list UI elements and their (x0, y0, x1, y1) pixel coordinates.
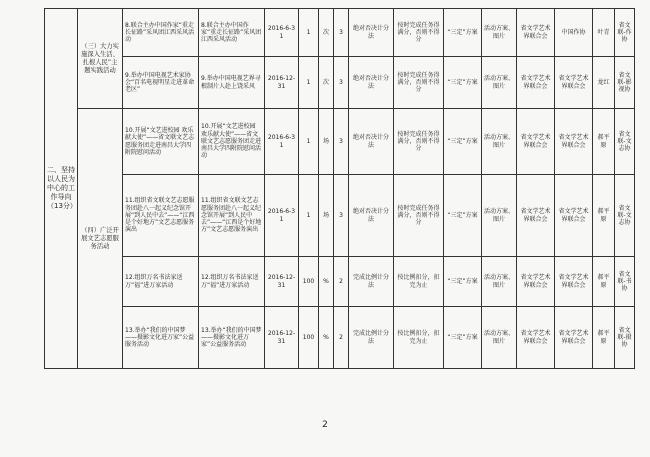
office-cell: 省文联-文志协 (615, 175, 635, 257)
group-cell: （三）大力实施深入生活、扎根人民”主题实践活动 (78, 9, 123, 109)
qty-cell: 1 (299, 9, 319, 57)
office-cell: 省文联-书协 (615, 257, 635, 307)
score-cell: 3 (334, 109, 349, 175)
office-cell: 省文联-文志协 (615, 109, 635, 175)
evidence-cell: 活动方案、图片 (482, 257, 517, 307)
score-cell: 3 (334, 9, 349, 57)
qty-cell: 1 (299, 109, 319, 175)
qty-cell: 1 (299, 57, 319, 109)
evidence-cell: 活动方案、图片 (482, 109, 517, 175)
unit-cell: 场 (319, 175, 334, 257)
method-cell: 绝对否决计分法 (349, 109, 394, 175)
lead-cell: 省文学艺术界联合会 (517, 57, 555, 109)
category-cell: 二、坚持以人民为中心的工作导向（13分） (45, 9, 78, 369)
leader-cell: 郝平原 (593, 307, 615, 369)
office-cell: 省文联-摄协 (615, 307, 635, 369)
leader-cell: 郝平原 (593, 257, 615, 307)
table-row (45, 175, 635, 257)
rule-cell: 按比例扣分，扣完为止 (394, 257, 444, 307)
lead-cell: 省文学艺术界联合会 (517, 9, 555, 57)
table-row (45, 9, 635, 57)
rule-cell: 按时完成任务得满分，否则不得分 (394, 175, 444, 257)
assess-cell: “三定”方案 (444, 109, 482, 175)
measure-cell: 9.举办中国电视艺界寻根制片人赴上饶采风 (199, 57, 265, 109)
unit-cell: % (319, 257, 334, 307)
task-cell: 11.组织省文联文艺志愿服务团赴八一起义纪念馆开展“到人民中去”——“江西是个好地方”文艺志愿服务演出 (123, 175, 199, 257)
evidence-cell: 活动方案、图片 (482, 9, 517, 57)
office-cell: 省文联-作协 (615, 9, 635, 57)
table-row (45, 57, 635, 109)
table-row (45, 109, 635, 175)
unit-cell: 次 (319, 57, 334, 109)
date-cell: 2016-12-31 (265, 257, 299, 307)
assessment-table-sheet (44, 8, 634, 368)
score-cell: 2 (334, 307, 349, 369)
assessment-table (44, 8, 635, 369)
assess-cell: “三定”方案 (444, 175, 482, 257)
office-cell: 省文联-影视协 (615, 57, 635, 109)
qty-cell: 100 (299, 257, 319, 307)
task-cell: 10.开展“文艺进校园 欢乐献大使”——省文联文艺志愿服务团走进南昌大学四附院慰问活动 (123, 109, 199, 175)
dept-cell: 省文学艺术界联合会 (555, 109, 593, 175)
lead-cell: 省文学艺术界联合会 (517, 175, 555, 257)
score-cell: 3 (334, 57, 349, 109)
leader-cell: 郝平原 (593, 109, 615, 175)
task-cell: 13.举办“我们的中国梦——摄影文化进万家”公益服务活动 (123, 307, 199, 369)
date-cell: 2016-6-31 (265, 109, 299, 175)
dept-cell: 省文学艺术界联合会 (555, 57, 593, 109)
score-cell: 3 (334, 175, 349, 257)
dept-cell: 省文学艺术界联合会 (555, 307, 593, 369)
unit-cell: 次 (319, 9, 334, 57)
lead-cell: 省文学艺术界联合会 (517, 307, 555, 369)
assess-cell: “三定”方案 (444, 307, 482, 369)
task-cell: 8.联合主办中国作家“重走长征路”采风团江西采风活动 (123, 9, 199, 57)
page-number: 2 (322, 420, 328, 430)
measure-cell: 10.开展“文艺进校园 欢乐献大使”——省文联文艺志愿服务团走进南昌大学四附院慰问活动 (199, 109, 265, 175)
lead-cell: 省文学艺术界联合会 (517, 257, 555, 307)
date-cell: 2016-6-31 (265, 175, 299, 257)
evidence-cell: 活动方案、图片 (482, 57, 517, 109)
assess-cell: “三定”方案 (444, 9, 482, 57)
evidence-cell: 活动方案、图片 (482, 175, 517, 257)
qty-cell: 100 (299, 307, 319, 369)
rule-cell: 按时完成任务得满分，否则不得分 (394, 57, 444, 109)
leader-cell: 郝平原 (593, 175, 615, 257)
leader-cell: 叶青 (593, 9, 615, 57)
dept-cell: 省文学艺术界联合会 (555, 257, 593, 307)
method-cell: 绝对否决计分法 (349, 9, 394, 57)
dept-cell: 中国作协 (555, 9, 593, 57)
date-cell: 2016-12-31 (265, 307, 299, 369)
date-cell: 2016-6-31 (265, 9, 299, 57)
qty-cell: 1 (299, 175, 319, 257)
leader-cell: 龙红 (593, 57, 615, 109)
method-cell: 绝对否决计分法 (349, 175, 394, 257)
measure-cell: 11.组织省文联文艺志愿服务团赴八一起义纪念馆开展“到人民中去”——“江西是个好地方”文艺志愿服务演出 (199, 175, 265, 257)
assess-cell: “三定”方案 (444, 257, 482, 307)
task-cell: 12.组织万名书法家送万“福”进万家活动 (123, 257, 199, 307)
method-cell: 绝对否决计分法 (349, 57, 394, 109)
rule-cell: 按比例扣分，扣完为止 (394, 307, 444, 369)
rule-cell: 按时完成任务得满分，否则不得分 (394, 9, 444, 57)
method-cell: 完成比例计分法 (349, 257, 394, 307)
assess-cell: “三定”方案 (444, 57, 482, 109)
table-row (45, 257, 635, 307)
rule-cell: 按时完成任务得满分，否则不得分 (394, 109, 444, 175)
measure-cell: 8.联合主办中国作家“重走长征路”采风团江西采风活动 (199, 9, 265, 57)
unit-cell: % (319, 307, 334, 369)
method-cell: 完成比例计分法 (349, 307, 394, 369)
measure-cell: 13.举办“我们的中国梦——摄影文化进万家”公益服务活动 (199, 307, 265, 369)
evidence-cell: 活动方案、图片 (482, 307, 517, 369)
lead-cell: 省文学艺术界联合会 (517, 109, 555, 175)
task-cell: 9.举办中国电视艺术家协会“百名电视明星走进革命老区” (123, 57, 199, 109)
score-cell: 2 (334, 257, 349, 307)
group-cell: （四）广泛开展文艺志愿服务活动 (78, 109, 123, 369)
table-row (45, 307, 635, 369)
date-cell: 2016-12-31 (265, 57, 299, 109)
unit-cell: 场 (319, 109, 334, 175)
measure-cell: 12.组织万名书法家送万“福”进万家活动 (199, 257, 265, 307)
dept-cell: 省文学艺术界联合会 (555, 175, 593, 257)
